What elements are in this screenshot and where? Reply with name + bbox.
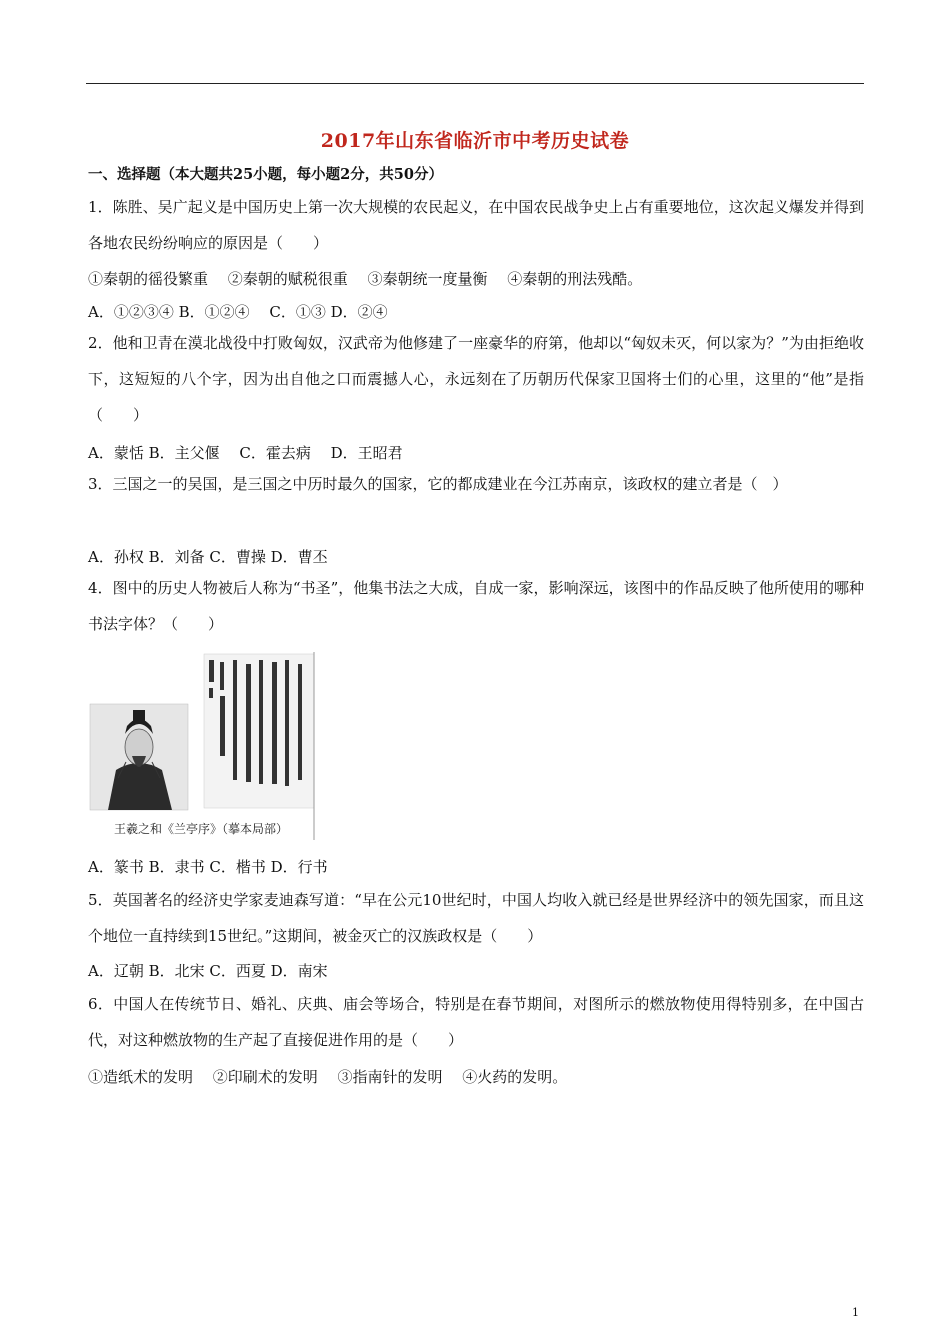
page-title: 2017年山东省临沂市中考历史试卷: [320, 130, 630, 152]
question-2-stem: 2．他和卫青在漠北战役中打败匈奴，汉武帝为他修建了一座豪华的府第，他却以“匈奴未灭，何以家为？”为由拒绝收下，这短短的八个字，因为出自他之口而震撼人心，永远刻在了历朝历代保家卫国将士们的心里，这里的“他”是指（ ）: [88, 334, 864, 424]
question-4-options: A．篆书 B．隶书 C．楷书 D．行书: [88, 858, 328, 876]
question-1-items: ①秦朝的徭役繁重 ②秦朝的赋税很重 ③秦朝统一度量衡 ④秦朝的刑法残酷。: [88, 270, 643, 288]
question-6-stem: 6．中国人在传统节日、婚礼、庆典、庙会等场合，特别是在春节期间，对图所示的燃放物使用得特别多，在中国古代，对这种燃放物的生产起了直接促进作用的是（ ）: [88, 995, 864, 1049]
question-3-options: A．孙权 B．刘备 C．曹操 D．曹丕: [88, 548, 328, 566]
question-6-items: ①造纸术的发明 ②印刷术的发明 ③指南针的发明 ④火药的发明。: [88, 1068, 568, 1086]
question-1-options: A．①②③④ B．①②④ C．①③ D．②④: [88, 303, 388, 321]
portrait-and-calligraphy-image: [88, 652, 318, 840]
question-4-stem: 4．图中的历史人物被后人称为“书圣”，他集书法之大成，自成一家，影响深远，该图中的作品反映了他所使用的哪种书法字体？（ ）: [88, 579, 864, 633]
wang-xizhi-figure: [88, 652, 318, 840]
question-3-stem: 3．三国之一的吴国，是三国之中历时最久的国家，它的都成建业在今江苏南京，该政权的建立者是（ ）: [88, 475, 788, 493]
figure-caption: 王羲之和《兰亭序》（摹本局部）: [114, 822, 289, 836]
question-5-options: A．辽朝 B．北宋 C．西夏 D．南宋: [88, 962, 328, 980]
header-rule: [86, 83, 864, 84]
question-2-options: A．蒙恬 B．主父偃 C．霍去病 D．王昭君: [88, 444, 403, 462]
section-heading: 一、选择题（本大题共25小题，每小题2分，共50分）: [88, 166, 443, 183]
page-number: 1: [852, 1306, 859, 1319]
question-5-stem: 5．英国著名的经济史学家麦迪森写道：“早在公元10世纪时，中国人均收入就已经是世界经济中的领先国家，而且这个地位一直持续到15世纪。”这期间，被金灭亡的汉族政权是（ ）: [88, 891, 864, 945]
question-1-stem: 1．陈胜、吴广起义是中国历史上第一次大规模的农民起义，在中国农民战争史上占有重要地位，这次起义爆发并得到各地农民纷纷响应的原因是（ ）: [88, 198, 864, 252]
